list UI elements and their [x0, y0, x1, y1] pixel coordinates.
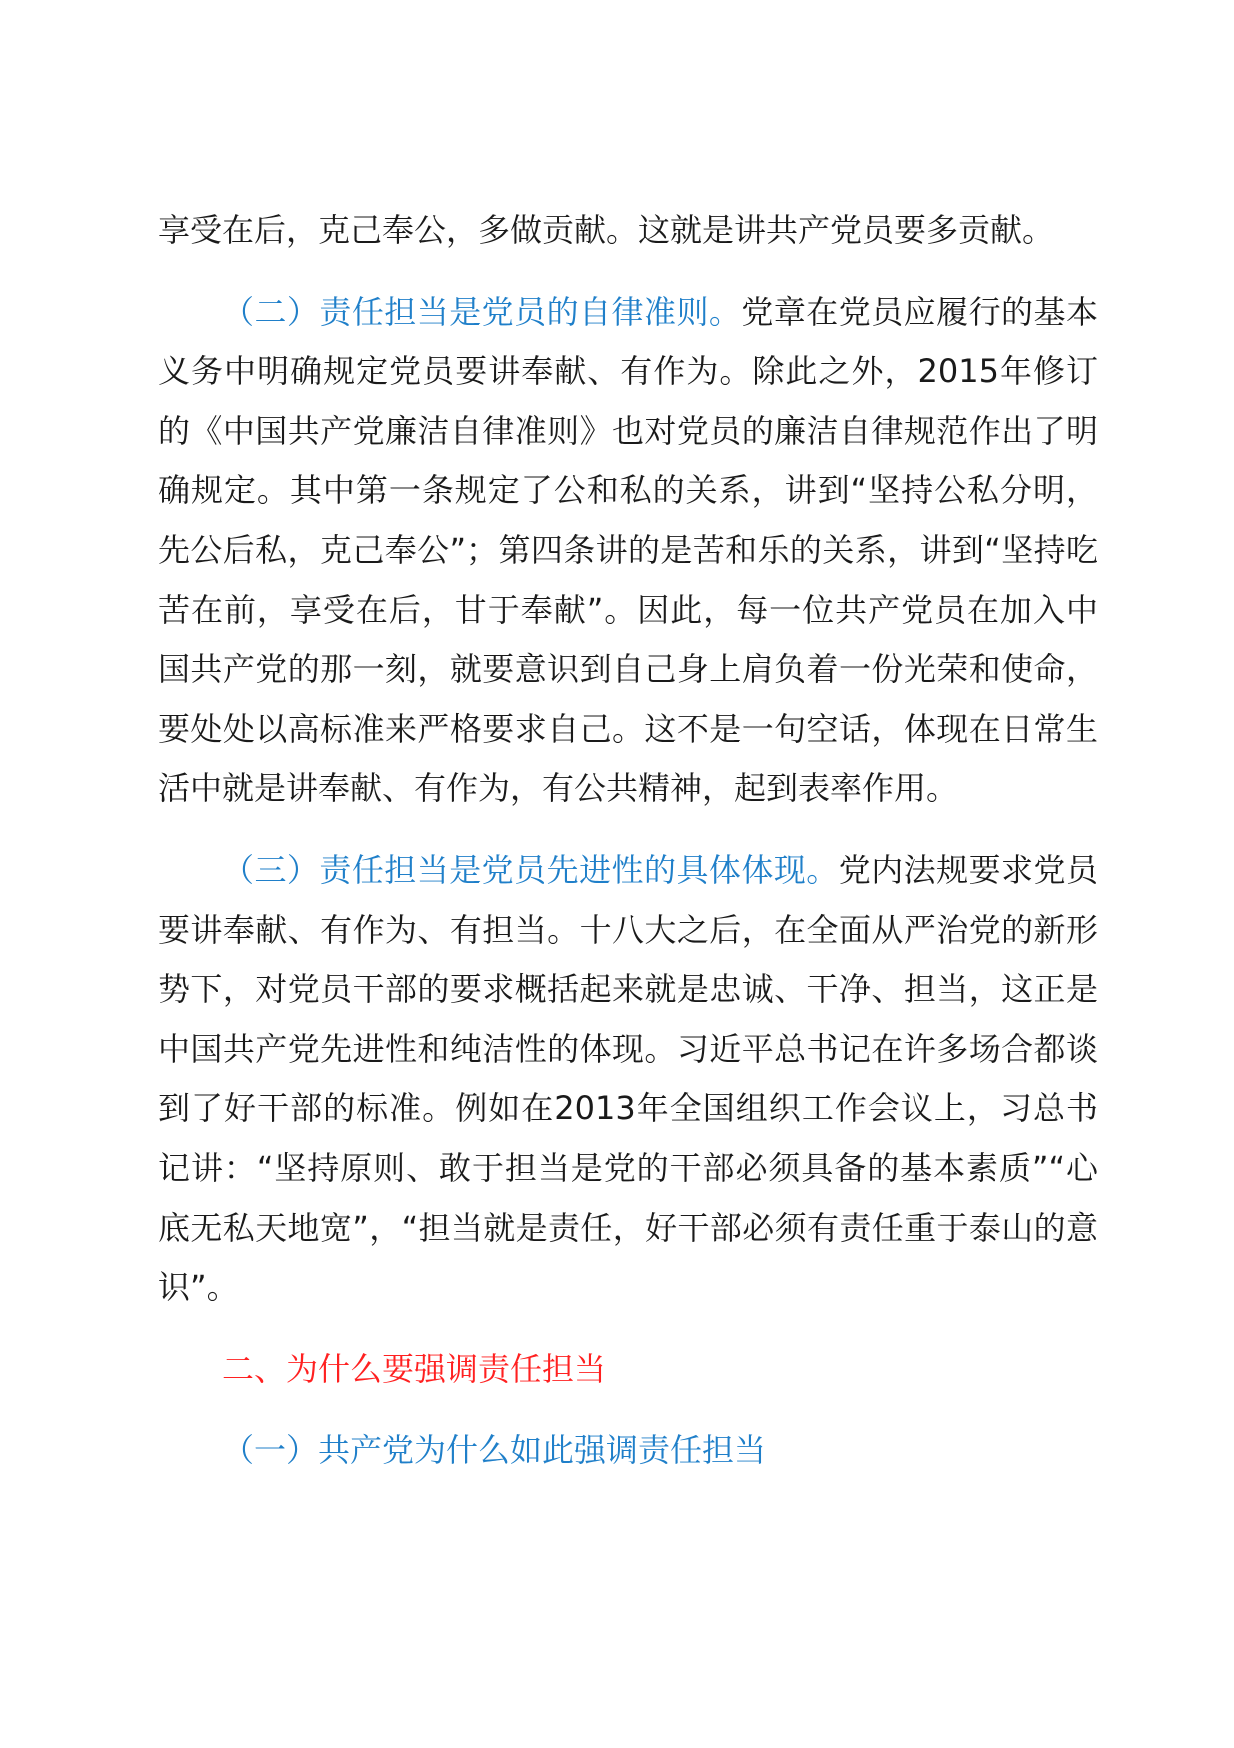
subsection-heading-text: （一）共产党为什么如此强调责任担当: [222, 1431, 767, 1470]
paragraph-text: 享受在后，克己奉公，多做贡献。这就是讲共产党员要多贡献。: [158, 211, 1055, 249]
paragraph-text: 党章在党员应履行的基本义务中明确规定党员要讲奉献、有作为。除此之外，2015年修订的《中国共产党廉洁自律准则》也对党员的廉洁自律规范作出了明确规定。其中第一条规定了公和私的关系，讲到“坚持公私分明，先公后私，克己奉公”；第四条讲的是苦和乐的关系，讲到“坚持吃苦在前，享受在后，甘于奉献”。因此，每一位共产党员在加入中国共产党的那一刻，就要意识到自己身上肩负着一份光荣和使命，要处处以高标准来严格要求自己。这不是一句空话，体现在日常生活中就是讲奉献、有作为，有公共精神，起到表率作用。: [158, 292, 1098, 808]
subheading-advanced-nature: （三）责任担当是党员先进性的具体体现。: [222, 850, 839, 889]
section-heading-text: 二、为什么要强调责任担当: [222, 1349, 607, 1388]
subheading-self-discipline: （二）责任担当是党员的自律准则。: [222, 292, 742, 331]
paragraph-advanced-nature: [158, 841, 1098, 1318]
subsection-heading: [158, 1421, 1098, 1481]
paragraph-text: 党内法规要求党员要讲奉献、有作为、有担当。十八大之后，在全面从严治党的新形势下，对党员干部的要求概括起来就是忠诚、干净、担当，这正是中国共产党先进性和纯洁性的体现。习近平总书记在许多场合都谈到了好干部的标准。例如在2013年全国组织工作会议上，习总书记讲：“坚持原则、敢于担当是党的干部必须具备的基本素质”“心底无私天地宽”，“担当就是责任，好干部必须有责任重于泰山的意识”。: [158, 850, 1098, 1307]
paragraph-self-discipline: [158, 283, 1098, 819]
paragraph-continuation: [158, 201, 1098, 261]
section-heading: [158, 1340, 1098, 1400]
document-body: [158, 201, 1098, 1481]
